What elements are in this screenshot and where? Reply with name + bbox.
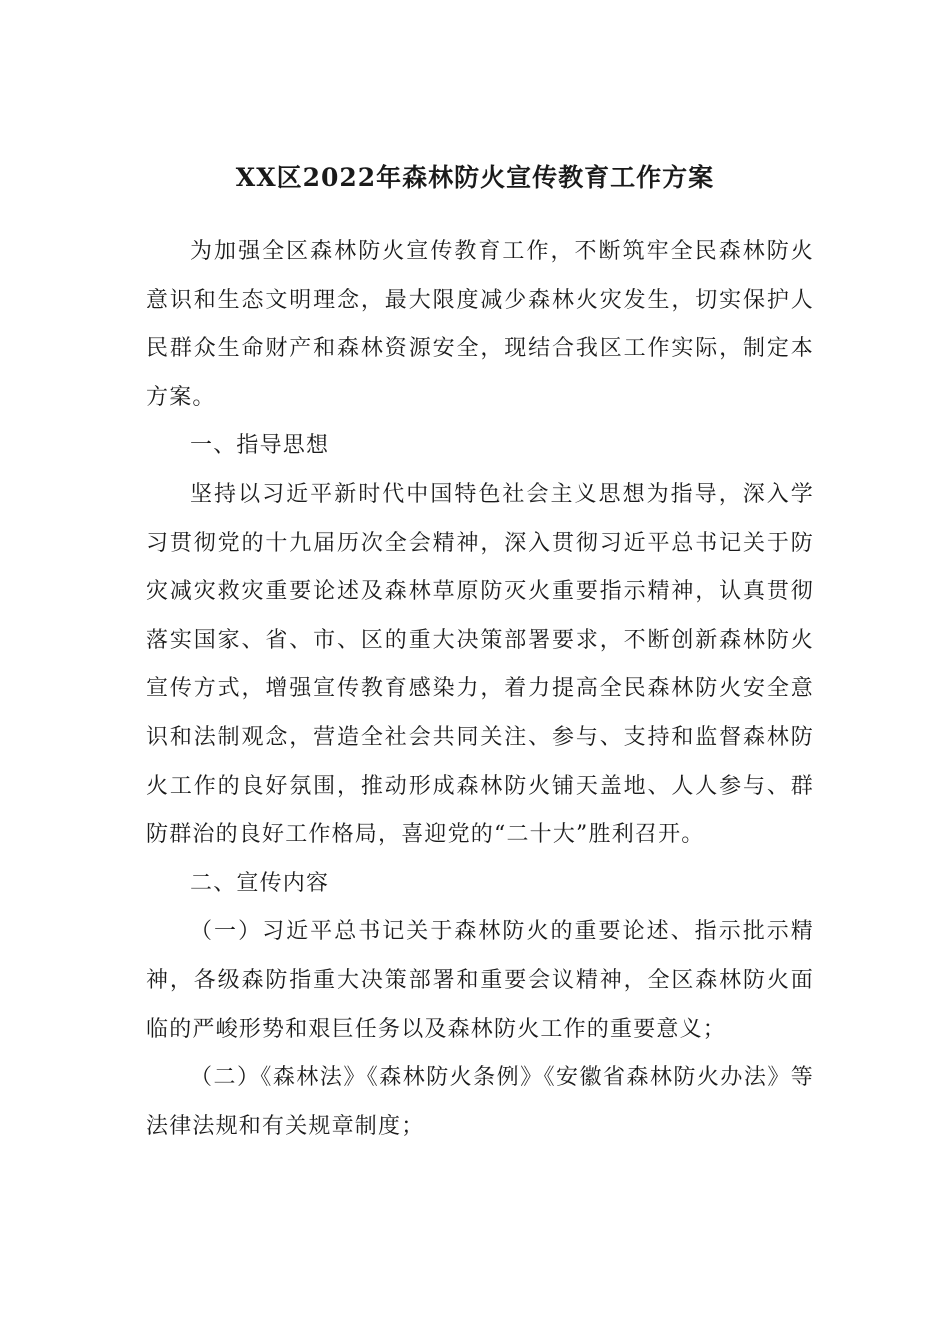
content-item-2-paragraph: （二）《森林法》《森林防火条例》《安徽省森林防火办法》等法律法规和有关规章制度； xyxy=(146,1065,814,1139)
section-heading-publicity-content: 二、宣传内容 xyxy=(190,870,330,896)
guiding-ideology-paragraph: 坚持以习近平新时代中国特色社会主义思想为指导，深入学习贯彻党的十九届历次全会精神，深入贯彻习近平总书记关于防灾减灾救灾重要论述及森林草原防灭火重要指示精神，认真贯彻落实国家、省、市、区的重大决策部署要求，不断创新森林防火宣传方式，增强宣传教育感染力，着力提高全民森林防火安全意识和法制观念，营造全社会共同关注、参与、支持和监督森林防火工作的良好氛围，推动形成森林防火铺天盖地、人人参与、群防群治的良好工作格局，喜迎党的“二十大”胜利召开。 xyxy=(146,481,814,848)
document-title: XX区2022年森林防火宣传教育工作方案 xyxy=(235,163,715,192)
content-item-1-paragraph: （一）习近平总书记关于森林防火的重要论述、指示批示精神，各级森防指重大决策部署和重要会议精神，全区森林防火面临的严峻形势和艰巨任务以及森林防火工作的重要意义； xyxy=(146,919,814,1042)
intro-paragraph: 为加强全区森林防火宣传教育工作，不断筑牢全民森林防火意识和生态文明理念，最大限度减少森林火灾发生，切实保护人民群众生命财产和森林资源安全，现结合我区工作实际，制定本方案。 xyxy=(146,239,814,410)
section-heading-guiding-ideology: 一、指导思想 xyxy=(190,433,330,459)
document-body xyxy=(146,228,814,1151)
